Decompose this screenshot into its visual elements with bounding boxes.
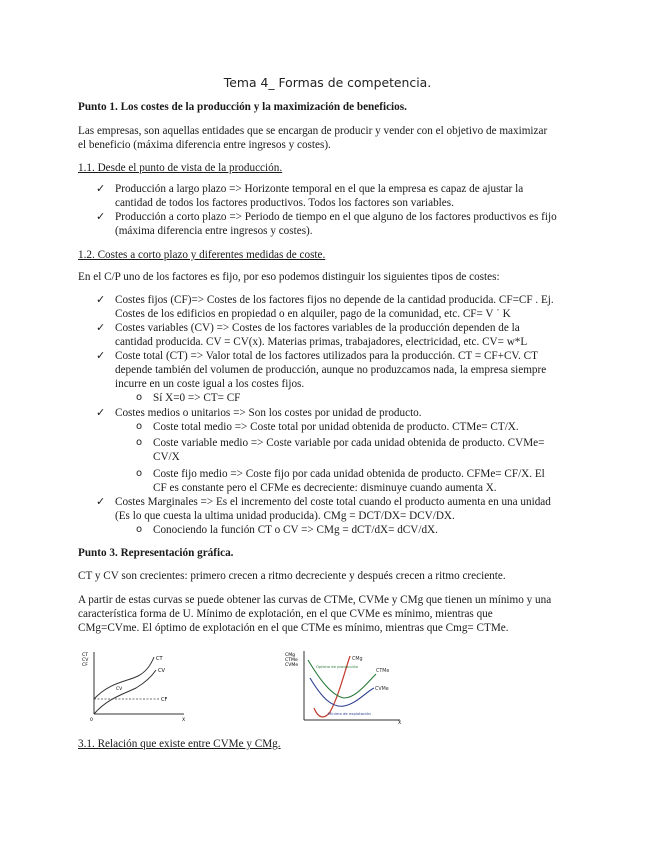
- sub-item-text-line2: CF es constante pero el CFMe es decreciente: disminuye cuando aumenta X.: [153, 482, 497, 494]
- y-label-cmg: CMg: [285, 653, 296, 658]
- cv-label: CV: [158, 668, 165, 674]
- y-label-cf: CF: [82, 663, 88, 668]
- check-icon: ✓: [96, 495, 106, 508]
- section-1-2-intro: En el C/P uno de los factores es fijo, por eso podemos distinguir los siguientes tipos de costes:: [78, 271, 500, 283]
- minimo-annotation: Mínimo de explotación: [328, 711, 371, 716]
- y-label-ct: CT: [82, 653, 89, 658]
- bullet-text-line2: Costes de los edificios en propiedad o en alquiler, pago de la comunidad, etc. CF= V ˙ K: [115, 308, 511, 320]
- circle-bullet-icon: o: [136, 421, 143, 432]
- punto3-paragraph2-line2: característica forma de U. Mínimo de explotación, en el que CVMe es mínimo, mientras que: [78, 608, 493, 620]
- cv-inner-label: CV: [116, 687, 123, 692]
- bullet-text-line1: Producción a largo plazo => Horizonte temporal en el que la empresa es capaz de ajustar la: [115, 183, 524, 195]
- y-label-cvme: CVMe: [285, 663, 299, 668]
- sub-item-text-line2: CV/X: [153, 451, 180, 463]
- punto1-heading: Punto 1. Los costes de la producción y la maximización de beneficios.: [78, 101, 407, 113]
- check-icon: ✓: [96, 321, 106, 334]
- check-icon: ✓: [96, 210, 106, 223]
- bullet-text-line2: depende también del volumen de producción, aunque no produzcamos nada, la empresa siempre: [115, 364, 547, 376]
- circle-bullet-icon: o: [136, 468, 143, 479]
- punto1-intro-line1: Las empresas, son aquellas entidades que se encargan de producir y vender con el objetivo de maximizar: [78, 125, 548, 137]
- punto3-heading: Punto 3. Representación gráfica.: [78, 547, 234, 559]
- optimo-annotation: Óptimo de producción: [316, 664, 359, 669]
- bullet-text-line2: (máxima diferencia entre ingresos y costes).: [115, 225, 313, 237]
- punto3-paragraph1: CT y CV son crecientes: primero crecen a ritmo decreciente y después crecen a ritmo creciente.: [78, 570, 506, 582]
- check-icon: ✓: [96, 406, 106, 419]
- sub-item-text: Coste total medio => Coste total por unidad obtenida de producto. CTMe= CT/X.: [153, 421, 519, 433]
- section-1-1-heading: 1.1. Desde el punto de vista de la producción.: [78, 162, 283, 174]
- bullet-text-line2: cantidad producida. CV = CV(x). Materias primas, trabajadores, electricidad, etc. CV= w*L: [115, 336, 528, 348]
- circle-bullet-icon: o: [136, 392, 143, 403]
- section-1-2-heading: 1.2. Costes a corto plazo y diferentes medidas de coste.: [78, 249, 326, 261]
- bullet-text-line1: Costes fijos (CF)=> Costes de los factores fijos no depende de la cantidad producida. CF=CF . Ej.: [115, 294, 554, 306]
- x-label: X: [182, 718, 186, 723]
- bullet-text-line2: (Es lo que cuesta la ultima unidad producida). CMg = DCT/DX= DCV/DX.: [115, 510, 455, 522]
- punto3-paragraph2-line3: CMg=CVme. El óptimo de explotación en el que CTMe es mínimo, mientras que Cmg= CTMe.: [78, 622, 509, 634]
- document-title: Tema 4_ Formas de competencia.: [223, 75, 432, 90]
- cv-curve: [94, 670, 156, 714]
- punto3-paragraph2-line1: A partir de estas curvas se puede obtener las curvas de CTMe, CVMe y CMg que tienen un mínimo y una: [78, 594, 552, 606]
- circle-bullet-icon: o: [136, 524, 143, 535]
- y-label-cv: CV: [82, 658, 89, 663]
- check-icon: ✓: [96, 349, 106, 362]
- sub-item-text: Coste variable medio => Coste variable por cada unidad obtenida de producto. CVMe=: [153, 437, 545, 449]
- sub-item-text: Coste fijo medio => Coste fijo por cada unidad obtenida de producto. CFMe= CF/X. El: [153, 468, 545, 480]
- y-label-ctme: CTMe: [285, 658, 298, 663]
- cmg-label: CMg: [352, 657, 363, 662]
- x-label: X: [398, 721, 402, 724]
- bullet-text-line2: cantidad de todos los factores productivos. Todos los factores son variables.: [115, 197, 454, 209]
- circle-bullet-icon: o: [136, 437, 143, 448]
- section-3-1-heading: 3.1. Relación que existe entre CVMe y CMg.: [78, 738, 281, 750]
- bullet-text-line3: incurre en un coste igual a los costes fijos.: [115, 378, 305, 390]
- punto1-intro-line2: el beneficio (máxima diferencia entre ingresos y costes).: [78, 139, 331, 151]
- origin-label: 0: [90, 718, 93, 723]
- bullet-text-line1: Coste total (CT) => Valor total de los factores utilizados para la producción. CT = CF+CV. CT: [115, 350, 538, 362]
- ct-curve: [94, 657, 154, 699]
- ctme-label: CTMe: [376, 669, 390, 674]
- cf-label: CF: [161, 697, 168, 703]
- ct-label: CT: [156, 656, 163, 662]
- bullet-text-line1: Costes variables (CV) => Costes de los factores variables de la producción dependen de la: [115, 322, 520, 334]
- total-costs-figure: [80, 648, 190, 724]
- bullet-text-line1: Costes medios o unitarios => Son los costes por unidad de producto.: [115, 407, 422, 419]
- average-costs-figure: [284, 648, 406, 724]
- check-icon: ✓: [96, 182, 106, 195]
- bullet-text-line1: Costes Marginales => Es el incremento del coste total cuando el producto aumenta en una unidad: [115, 496, 551, 508]
- cvme-label: CVMe: [375, 687, 389, 692]
- bullet-text-line1: Producción a corto plazo => Periodo de tiempo en el que alguno de los factores productivos es fijo: [115, 211, 557, 223]
- check-icon: ✓: [96, 293, 106, 306]
- sub-item-text: Conociendo la función CT o CV => CMg = dCT/dX= dCV/dX.: [153, 524, 438, 536]
- sub-item-text: Sí X=0 => CT= CF: [153, 392, 241, 404]
